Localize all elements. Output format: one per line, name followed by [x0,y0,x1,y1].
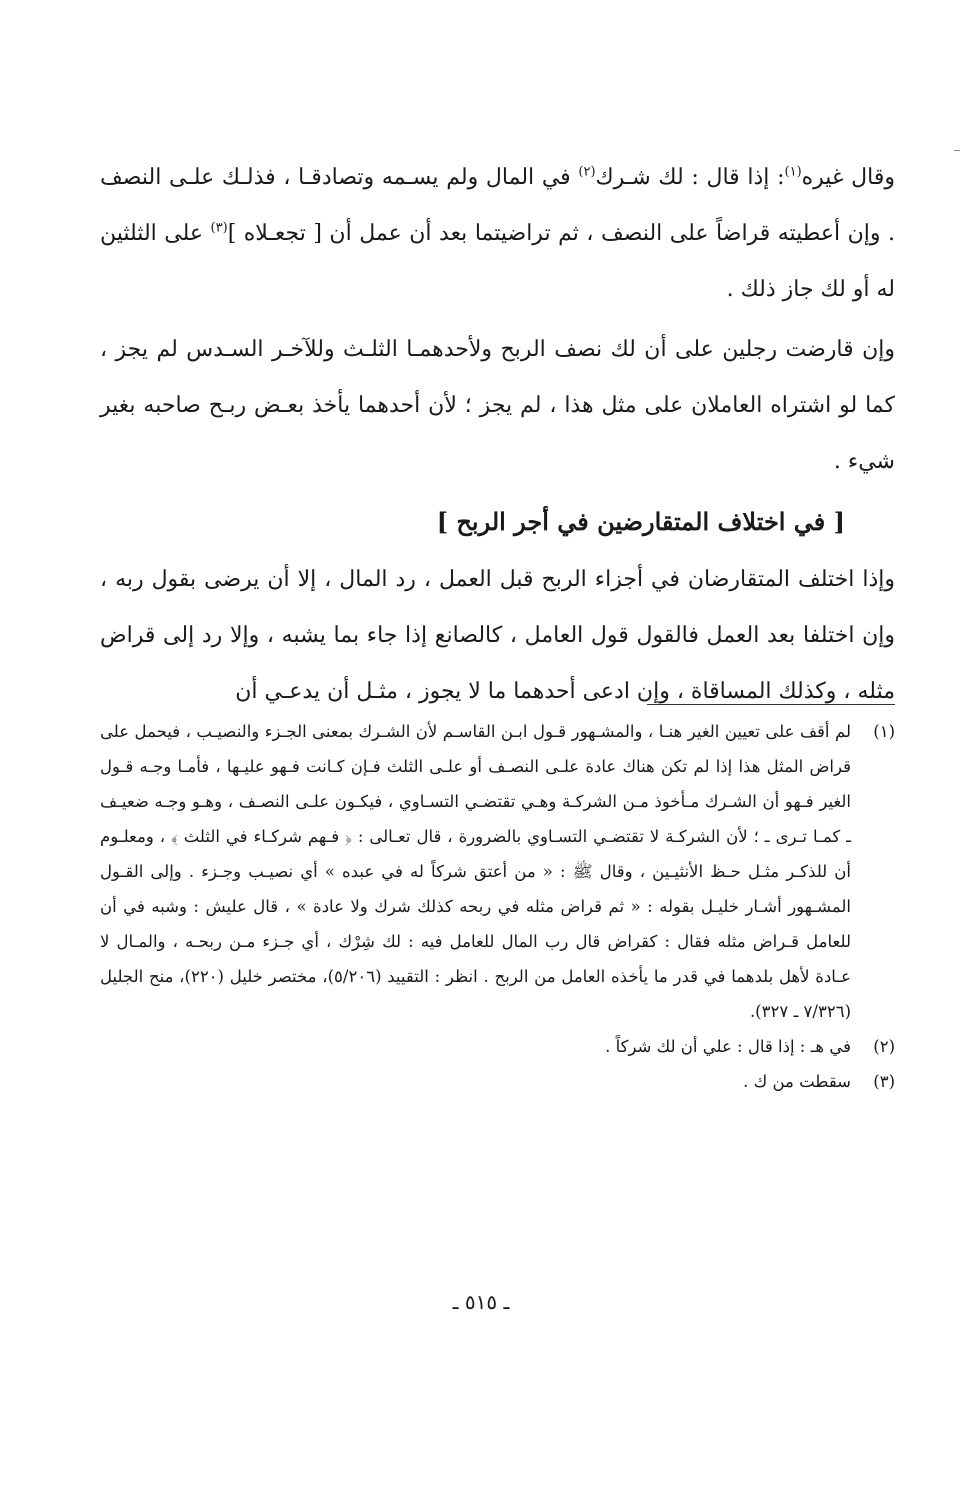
footnote-text: سقطت من ك . [743,1072,851,1091]
section-heading: [ في اختلاف المتقارضين في أجر الربح ] [436,507,845,536]
footnote-ref-2[interactable]: (٢) [578,164,596,180]
footnote-number: (٣) [873,1072,895,1091]
footnote-ref-1[interactable]: (١) [784,164,802,180]
footnote-number: (١) [873,722,895,741]
footnote-number: (٢) [873,1037,895,1056]
footnote-ref-3[interactable]: (٣) [210,220,228,236]
paragraph-1-part-c: في المال ولم يسـمه وتصادقـا ، فذلـك علـى النصف . وإن أعطيته قراضاً على النصف ، ثم تراضيتما بعد أن عمل أن [ تجعـلاه ] [100,165,895,246]
paragraph-3: وإذا اختلف المتقارضان في أجزاء الربح قبل العمل ، رد المال ، إلا أن يرضى بقول ربه ، وإن اختلفا بعد العمل فالقول قول العامل ، كالصانع إذا جاء بما يشبه ، وإلا رد إلى قراض مثله ، وكذلك المساقاة ، وإن ادعى أحدهما ما لا يجوز ، مثـل أن يدعـي أن [100,567,895,704]
footnote-text: في هـ : إذا قال : علي أن لك شركاً . [605,1037,851,1056]
scan-edge-mark [954,150,960,151]
page-number: ـ ٥١٥ ـ [452,1290,510,1314]
footnote-2 [100,1029,895,1064]
footnote-separator [647,704,895,705]
paragraph-1-part-a: وقال غيره [801,165,895,190]
paragraph-2: وإن قارضت رجلين على أن لك نصف الربح ولأحدهمـا الثلـث وللآخـر السـدس لم يجز ، كما لو اشتراه العاملان على مثل هذا ، لم يجز ؛ لأن أحدهما يأخذ بعـض ربـح صاحبه بغير شيء . [100,337,895,474]
paragraph-1-part-b: : إذا قال : لك شـرك [595,165,785,190]
paragraph-1-part-d: على الثلثين له أو لك جاز ذلك . [100,221,895,302]
footnote-1 [100,714,895,1029]
paragraph-1 [100,150,895,318]
footnote-text: لم أقف على تعيين الغير هنـا ، والمشـهور قـول ابـن القاسـم لأن الشـرك بمعنى الجـزء والنصيـب ، فيحمل على قراض المثل هذا إذا لم تكن هناك عادة علـى النصـف أو علـى الثلث فـإن كـانت فـهو عليـها ، فأمـا وجـه قـول الغير فـهو أن الشـرك مـأخوذ مـن الشركـة وهـي تقتضـي التسـاوي ، فيكـون علـى النصـف ، وهـو وجـه ضعيـف ـ كمـا تـرى ـ ؛ لأن الشركـة لا تقتضـي التسـاوي بالضرورة ، قال تعـالى : ﴿ فـهم شركـاء في الثلث ﴾ ، ومعلـوم أن للذكـر مثـل حـظ الأنثيـين ، وقال ﷺ : « من أعتق شركاً له في عبده » أي نصيـب وجـزء . وإلى القـول المشـهور أشـار خليـل بقوله : « ثم قراض مثله في ربحه كذلك شرك ولا عادة » ، قال عليش : وشبه في أن للعامل قـراض مثله فقال : كقراض قال رب المال للعامل فيه : لك شِرْك ، أي جـزء مـن ربحـه ، والمـال لا عـادة لأهل بلدهما في قدر ما يأخذه العامل من الربح . انظر : التقييد (٥/٢٠٦)، مختصر خليل (٢٢٠)، منح الجليل (٧/٣٢٦ ـ ٣٢٧). [100,722,852,1021]
footnote-3 [100,1064,895,1099]
footnotes [100,714,895,1099]
main-text [100,150,895,720]
